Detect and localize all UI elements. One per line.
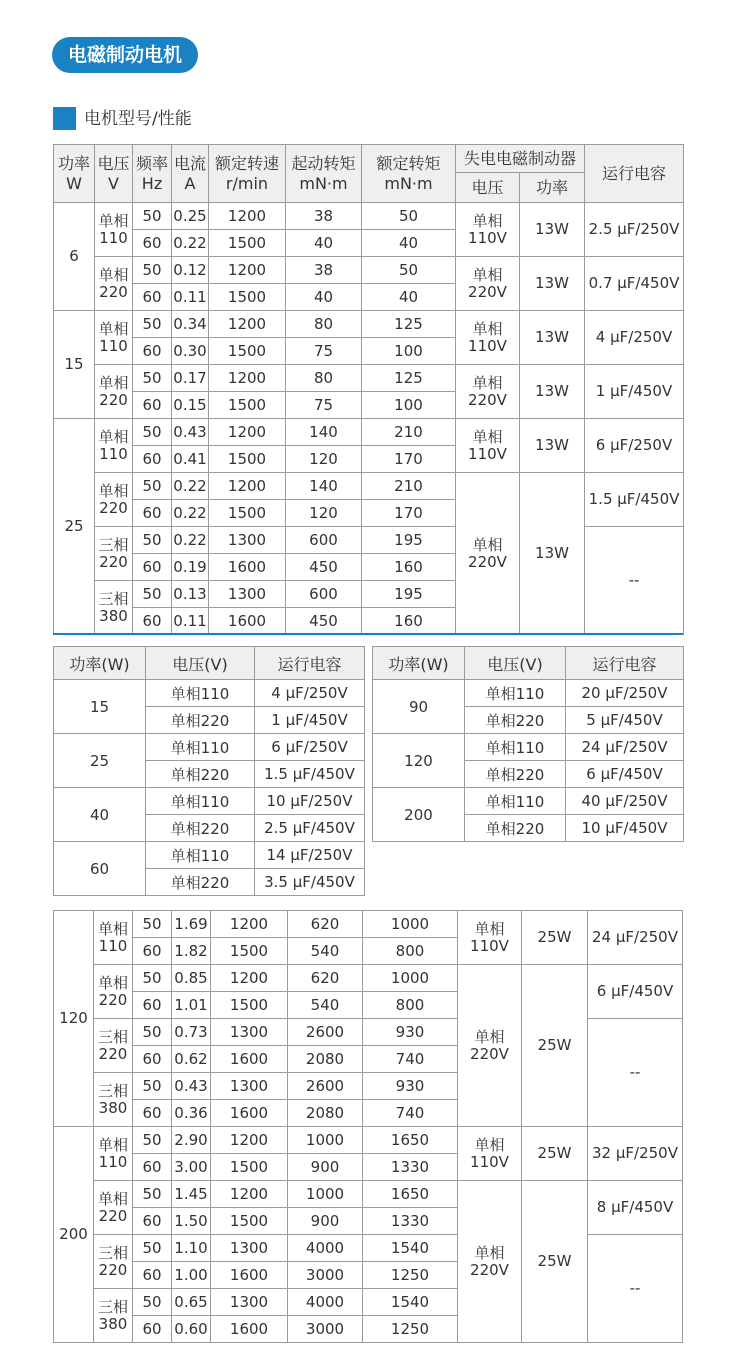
brake-power-cell: 13W <box>520 365 585 419</box>
voltage-cell: 单相 220 <box>95 473 133 527</box>
freq-cell: 60 <box>133 392 172 419</box>
voltage-cell: 单相110 <box>146 680 255 707</box>
voltage-cell: 单相220 <box>146 869 255 896</box>
header-frequency: 频率 Hz <box>133 145 172 203</box>
start-torque-cell: 40 <box>286 230 362 257</box>
speed-cell: 1500 <box>211 992 288 1019</box>
current-cell: 1.00 <box>172 1262 211 1289</box>
brake-voltage-cell: 单相 220V <box>458 1181 522 1343</box>
voltage-cell: 三相 220 <box>94 1235 133 1289</box>
capacitor-cell: -- <box>585 527 684 635</box>
brake-power-cell: 13W <box>520 473 585 635</box>
rated-torque-cell: 1330 <box>363 1208 458 1235</box>
power-cell: 15 <box>54 311 95 419</box>
header-start-torque: 起动转矩 mN·m <box>286 145 362 203</box>
speed-cell: 1200 <box>209 203 286 230</box>
current-cell: 0.62 <box>172 1046 211 1073</box>
current-cell: 0.22 <box>172 230 209 257</box>
voltage-cell: 单相110 <box>146 842 255 869</box>
spec-table-small <box>53 144 684 635</box>
current-cell: 0.73 <box>172 1019 211 1046</box>
freq-cell: 60 <box>133 938 172 965</box>
start-torque-cell: 140 <box>286 473 362 500</box>
brake-power-cell: 25W <box>522 965 588 1127</box>
current-cell: 0.43 <box>172 419 209 446</box>
current-cell: 0.36 <box>172 1100 211 1127</box>
brake-voltage-cell: 单相 220V <box>456 473 520 635</box>
capacitor-cell: -- <box>588 1019 683 1127</box>
capacitor-cell: 4 μF/250V <box>255 680 365 707</box>
power-cell: 200 <box>54 1127 94 1343</box>
capacitor-cell: 24 μF/250V <box>588 911 683 965</box>
current-cell: 0.13 <box>172 581 209 608</box>
header-current: 电流 A <box>172 145 209 203</box>
start-torque-cell: 600 <box>286 527 362 554</box>
header-brake: 失电电磁制动器 <box>456 145 585 173</box>
voltage-cell: 单相220 <box>465 815 566 842</box>
start-torque-cell: 120 <box>286 500 362 527</box>
current-cell: 0.11 <box>172 284 209 311</box>
capacitor-cell: 1.5 μF/450V <box>255 761 365 788</box>
spec-table-large <box>53 910 683 1343</box>
voltage-cell: 单相110 <box>146 788 255 815</box>
voltage-cell: 单相 220 <box>95 365 133 419</box>
rated-torque-cell: 160 <box>362 608 456 635</box>
voltage-cell: 三相 220 <box>94 1019 133 1073</box>
freq-cell: 50 <box>133 257 172 284</box>
current-cell: 0.30 <box>172 338 209 365</box>
speed-cell: 1600 <box>211 1316 288 1343</box>
start-torque-cell: 80 <box>286 365 362 392</box>
current-cell: 0.43 <box>172 1073 211 1100</box>
brake-power-cell: 13W <box>520 311 585 365</box>
section-subtitle: 电机型号/性能 <box>84 109 192 129</box>
start-torque-cell: 900 <box>288 1154 363 1181</box>
current-cell: 0.22 <box>172 500 209 527</box>
speed-cell: 1500 <box>211 1208 288 1235</box>
rated-torque-cell: 50 <box>362 203 456 230</box>
header-voltage: 电压(V) <box>465 647 566 680</box>
voltage-cell: 单相 220 <box>94 965 133 1019</box>
current-cell: 0.19 <box>172 554 209 581</box>
header-brake-voltage: 电压 <box>456 173 520 203</box>
current-cell: 0.22 <box>172 527 209 554</box>
speed-cell: 1200 <box>209 365 286 392</box>
header-voltage: 电压(V) <box>146 647 255 680</box>
capacitor-cell: 2.5 μF/250V <box>585 203 684 257</box>
freq-cell: 60 <box>133 446 172 473</box>
speed-cell: 1200 <box>209 311 286 338</box>
freq-cell: 50 <box>133 1181 172 1208</box>
header-rated-torque: 额定转矩 mN·m <box>362 145 456 203</box>
start-torque-cell: 4000 <box>288 1235 363 1262</box>
voltage-cell: 单相 110 <box>95 311 133 365</box>
voltage-cell: 单相 220 <box>94 1181 133 1235</box>
start-torque-cell: 75 <box>286 338 362 365</box>
speed-cell: 1200 <box>211 1127 288 1154</box>
header-speed: 额定转速 r/min <box>209 145 286 203</box>
speed-cell: 1300 <box>209 527 286 554</box>
speed-cell: 1200 <box>209 257 286 284</box>
speed-cell: 1200 <box>211 1181 288 1208</box>
freq-cell: 50 <box>133 581 172 608</box>
voltage-cell: 单相 110 <box>94 1127 133 1181</box>
current-cell: 0.41 <box>172 446 209 473</box>
freq-cell: 60 <box>133 608 172 635</box>
capacitor-cell: -- <box>588 1235 683 1343</box>
rated-torque-cell: 740 <box>363 1046 458 1073</box>
current-cell: 1.10 <box>172 1235 211 1262</box>
current-cell: 0.22 <box>172 473 209 500</box>
voltage-cell: 三相 220 <box>95 527 133 581</box>
header-capacitor: 运行电容 <box>255 647 365 680</box>
current-cell: 0.15 <box>172 392 209 419</box>
speed-cell: 1500 <box>209 446 286 473</box>
rated-torque-cell: 160 <box>362 554 456 581</box>
speed-cell: 1300 <box>211 1235 288 1262</box>
brake-power-cell: 13W <box>520 257 585 311</box>
start-torque-cell: 140 <box>286 419 362 446</box>
header-power: 功率 W <box>54 145 95 203</box>
speed-cell: 1500 <box>211 938 288 965</box>
rated-torque-cell: 170 <box>362 500 456 527</box>
voltage-cell: 单相220 <box>146 815 255 842</box>
brake-voltage-cell: 单相 220V <box>456 365 520 419</box>
speed-cell: 1200 <box>211 965 288 992</box>
freq-cell: 50 <box>133 1289 172 1316</box>
rated-torque-cell: 125 <box>362 311 456 338</box>
start-torque-cell: 2080 <box>288 1046 363 1073</box>
capacitor-table-left <box>53 646 365 896</box>
power-cell: 60 <box>54 842 146 896</box>
voltage-cell: 三相 380 <box>94 1289 133 1343</box>
rated-torque-cell: 100 <box>362 392 456 419</box>
speed-cell: 1300 <box>211 1019 288 1046</box>
start-torque-cell: 3000 <box>288 1316 363 1343</box>
rated-torque-cell: 125 <box>362 365 456 392</box>
power-cell: 15 <box>54 680 146 734</box>
current-cell: 0.85 <box>172 965 211 992</box>
current-cell: 0.34 <box>172 311 209 338</box>
rated-torque-cell: 1000 <box>363 911 458 938</box>
freq-cell: 60 <box>133 992 172 1019</box>
speed-cell: 1500 <box>209 284 286 311</box>
speed-cell: 1200 <box>209 419 286 446</box>
voltage-cell: 单相220 <box>146 707 255 734</box>
brake-voltage-cell: 单相 110V <box>458 911 522 965</box>
voltage-cell: 单相 110 <box>94 911 133 965</box>
voltage-cell: 单相220 <box>465 707 566 734</box>
rated-torque-cell: 210 <box>362 473 456 500</box>
freq-cell: 60 <box>133 1100 172 1127</box>
rated-torque-cell: 1540 <box>363 1235 458 1262</box>
brake-power-cell: 13W <box>520 203 585 257</box>
power-cell: 120 <box>54 911 94 1127</box>
speed-cell: 1200 <box>211 911 288 938</box>
start-torque-cell: 600 <box>286 581 362 608</box>
speed-cell: 1500 <box>209 230 286 257</box>
start-torque-cell: 450 <box>286 554 362 581</box>
capacitor-cell: 40 μF/250V <box>566 788 684 815</box>
freq-cell: 50 <box>133 911 172 938</box>
rated-torque-cell: 800 <box>363 992 458 1019</box>
capacitor-cell: 6 μF/250V <box>585 419 684 473</box>
capacitor-cell: 14 μF/250V <box>255 842 365 869</box>
current-cell: 0.25 <box>172 203 209 230</box>
brake-voltage-cell: 单相 110V <box>458 1127 522 1181</box>
freq-cell: 60 <box>133 500 172 527</box>
start-torque-cell: 540 <box>288 992 363 1019</box>
start-torque-cell: 38 <box>286 203 362 230</box>
freq-cell: 60 <box>133 230 172 257</box>
brake-voltage-cell: 单相 110V <box>456 311 520 365</box>
rated-torque-cell: 1650 <box>363 1127 458 1154</box>
current-cell: 0.12 <box>172 257 209 284</box>
capacitor-cell: 6 μF/450V <box>588 965 683 1019</box>
current-cell: 0.17 <box>172 365 209 392</box>
freq-cell: 50 <box>133 419 172 446</box>
rated-torque-cell: 1650 <box>363 1181 458 1208</box>
power-cell: 25 <box>54 419 95 635</box>
brake-power-cell: 25W <box>522 911 588 965</box>
power-cell: 6 <box>54 203 95 311</box>
start-torque-cell: 620 <box>288 965 363 992</box>
freq-cell: 60 <box>133 1154 172 1181</box>
freq-cell: 60 <box>133 554 172 581</box>
start-torque-cell: 38 <box>286 257 362 284</box>
freq-cell: 50 <box>133 365 172 392</box>
rated-torque-cell: 740 <box>363 1100 458 1127</box>
speed-cell: 1600 <box>209 608 286 635</box>
start-torque-cell: 2600 <box>288 1019 363 1046</box>
brake-voltage-cell: 单相 110V <box>456 203 520 257</box>
freq-cell: 50 <box>133 311 172 338</box>
voltage-cell: 单相220 <box>465 761 566 788</box>
freq-cell: 60 <box>133 1262 172 1289</box>
speed-cell: 1600 <box>211 1100 288 1127</box>
rated-torque-cell: 1250 <box>363 1262 458 1289</box>
section-marker <box>53 107 76 130</box>
current-cell: 1.01 <box>172 992 211 1019</box>
speed-cell: 1200 <box>209 473 286 500</box>
header-capacitor: 运行电容 <box>566 647 684 680</box>
brake-voltage-cell: 单相 110V <box>456 419 520 473</box>
capacitor-cell: 3.5 μF/450V <box>255 869 365 896</box>
start-torque-cell: 540 <box>288 938 363 965</box>
freq-cell: 60 <box>133 1316 172 1343</box>
header-power: 功率(W) <box>54 647 146 680</box>
divider-line <box>53 633 683 635</box>
voltage-cell: 单相 110 <box>95 203 133 257</box>
rated-torque-cell: 50 <box>362 257 456 284</box>
section-badge: 电磁制动电机 <box>52 37 198 73</box>
voltage-cell: 单相 220 <box>95 257 133 311</box>
rated-torque-cell: 1250 <box>363 1316 458 1343</box>
speed-cell: 1500 <box>211 1154 288 1181</box>
rated-torque-cell: 170 <box>362 446 456 473</box>
rated-torque-cell: 40 <box>362 230 456 257</box>
freq-cell: 50 <box>133 965 172 992</box>
capacitor-cell: 1.5 μF/450V <box>585 473 684 527</box>
power-cell: 200 <box>373 788 465 842</box>
freq-cell: 50 <box>133 527 172 554</box>
start-torque-cell: 1000 <box>288 1127 363 1154</box>
rated-torque-cell: 40 <box>362 284 456 311</box>
speed-cell: 1600 <box>211 1262 288 1289</box>
brake-power-cell: 25W <box>522 1127 588 1181</box>
voltage-cell: 三相 380 <box>95 581 133 635</box>
rated-torque-cell: 930 <box>363 1019 458 1046</box>
current-cell: 2.90 <box>172 1127 211 1154</box>
speed-cell: 1300 <box>211 1073 288 1100</box>
current-cell: 0.65 <box>172 1289 211 1316</box>
voltage-cell: 单相110 <box>465 788 566 815</box>
capacitor-cell: 1 μF/450V <box>255 707 365 734</box>
freq-cell: 50 <box>133 473 172 500</box>
capacitor-cell: 8 μF/450V <box>588 1181 683 1235</box>
start-torque-cell: 75 <box>286 392 362 419</box>
freq-cell: 50 <box>133 203 172 230</box>
start-torque-cell: 450 <box>286 608 362 635</box>
speed-cell: 1500 <box>209 338 286 365</box>
start-torque-cell: 2080 <box>288 1100 363 1127</box>
start-torque-cell: 120 <box>286 446 362 473</box>
voltage-cell: 三相 380 <box>94 1073 133 1127</box>
header-capacitor: 运行电容 <box>585 145 684 203</box>
speed-cell: 1300 <box>211 1289 288 1316</box>
freq-cell: 50 <box>133 1073 172 1100</box>
power-cell: 90 <box>373 680 465 734</box>
brake-power-cell: 13W <box>520 419 585 473</box>
rated-torque-cell: 195 <box>362 581 456 608</box>
rated-torque-cell: 1000 <box>363 965 458 992</box>
start-torque-cell: 620 <box>288 911 363 938</box>
power-cell: 25 <box>54 734 146 788</box>
freq-cell: 60 <box>133 1208 172 1235</box>
speed-cell: 1600 <box>209 554 286 581</box>
power-cell: 120 <box>373 734 465 788</box>
capacitor-cell: 1 μF/450V <box>585 365 684 419</box>
capacitor-cell: 20 μF/250V <box>566 680 684 707</box>
brake-voltage-cell: 单相 220V <box>458 965 522 1127</box>
voltage-cell: 单相110 <box>465 734 566 761</box>
start-torque-cell: 1000 <box>288 1181 363 1208</box>
rated-torque-cell: 100 <box>362 338 456 365</box>
freq-cell: 50 <box>133 1127 172 1154</box>
power-cell: 40 <box>54 788 146 842</box>
start-torque-cell: 3000 <box>288 1262 363 1289</box>
capacitor-cell: 4 μF/250V <box>585 311 684 365</box>
current-cell: 3.00 <box>172 1154 211 1181</box>
header-brake-power: 功率 <box>520 173 585 203</box>
rated-torque-cell: 195 <box>362 527 456 554</box>
freq-cell: 50 <box>133 1019 172 1046</box>
capacitor-cell: 5 μF/450V <box>566 707 684 734</box>
brake-voltage-cell: 单相 220V <box>456 257 520 311</box>
capacitor-cell: 32 μF/250V <box>588 1127 683 1181</box>
capacitor-cell: 6 μF/450V <box>566 761 684 788</box>
brake-power-cell: 25W <box>522 1181 588 1343</box>
current-cell: 0.11 <box>172 608 209 635</box>
current-cell: 1.45 <box>172 1181 211 1208</box>
voltage-cell: 单相110 <box>146 734 255 761</box>
capacitor-cell: 2.5 μF/450V <box>255 815 365 842</box>
start-torque-cell: 4000 <box>288 1289 363 1316</box>
capacitor-cell: 0.7 μF/450V <box>585 257 684 311</box>
start-torque-cell: 2600 <box>288 1073 363 1100</box>
capacitor-cell: 10 μF/250V <box>255 788 365 815</box>
rated-torque-cell: 930 <box>363 1073 458 1100</box>
freq-cell: 60 <box>133 338 172 365</box>
speed-cell: 1300 <box>209 581 286 608</box>
voltage-cell: 单相220 <box>146 761 255 788</box>
start-torque-cell: 80 <box>286 311 362 338</box>
rated-torque-cell: 1540 <box>363 1289 458 1316</box>
capacitor-cell: 6 μF/250V <box>255 734 365 761</box>
current-cell: 0.60 <box>172 1316 211 1343</box>
speed-cell: 1500 <box>209 392 286 419</box>
voltage-cell: 单相 110 <box>95 419 133 473</box>
freq-cell: 60 <box>133 1046 172 1073</box>
freq-cell: 60 <box>133 284 172 311</box>
speed-cell: 1500 <box>209 500 286 527</box>
capacitor-cell: 24 μF/250V <box>566 734 684 761</box>
rated-torque-cell: 800 <box>363 938 458 965</box>
current-cell: 1.69 <box>172 911 211 938</box>
voltage-cell: 单相110 <box>465 680 566 707</box>
capacitor-table-right <box>372 646 684 842</box>
freq-cell: 50 <box>133 1235 172 1262</box>
capacitor-cell: 10 μF/450V <box>566 815 684 842</box>
rated-torque-cell: 1330 <box>363 1154 458 1181</box>
start-torque-cell: 900 <box>288 1208 363 1235</box>
start-torque-cell: 40 <box>286 284 362 311</box>
header-power: 功率(W) <box>373 647 465 680</box>
speed-cell: 1600 <box>211 1046 288 1073</box>
current-cell: 1.82 <box>172 938 211 965</box>
rated-torque-cell: 210 <box>362 419 456 446</box>
header-voltage: 电压 V <box>95 145 133 203</box>
current-cell: 1.50 <box>172 1208 211 1235</box>
